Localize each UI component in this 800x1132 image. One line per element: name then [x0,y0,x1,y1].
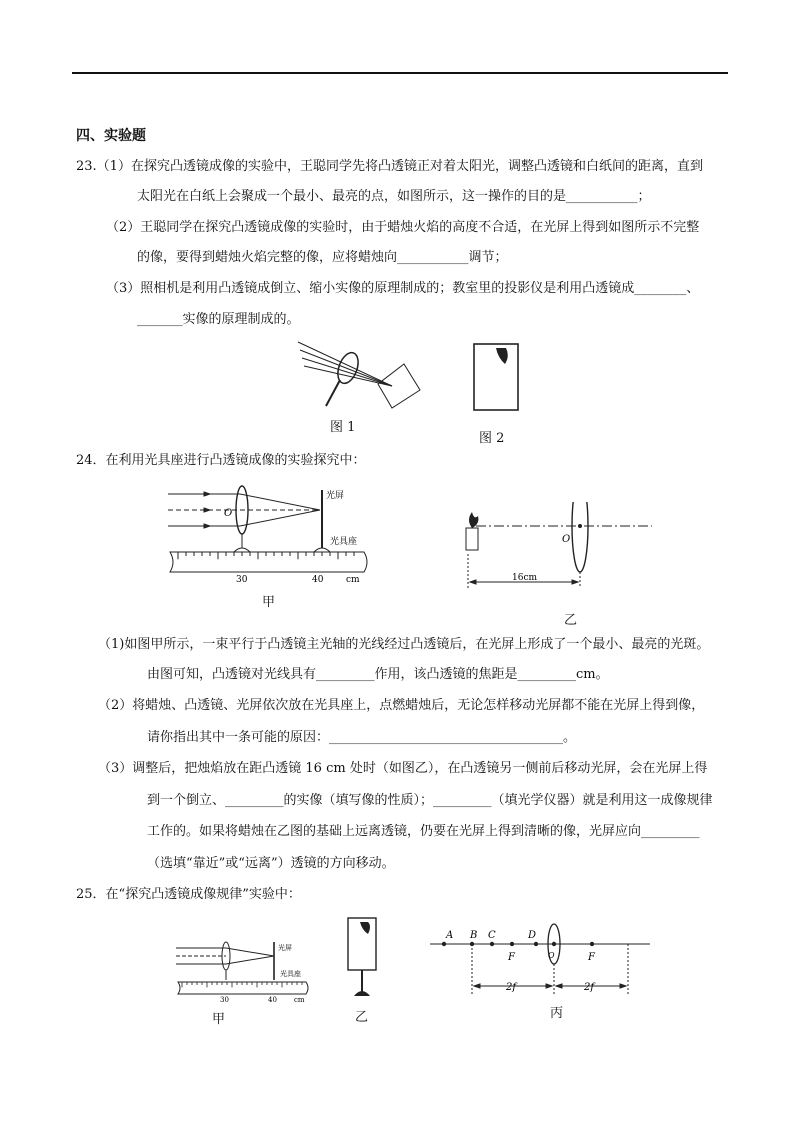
q25-figure-bing-caption: 丙 [550,1006,564,1021]
q25-intro: 25．在“探究凸透镜成像规律”实验中： [76,887,301,902]
q25-point-c: C [488,930,496,941]
q23-figure-2-caption: 图 2 [479,431,505,446]
q24-yi-distance: 16cm [512,573,538,583]
q23-line-6: _______实像的原理制成的。 [137,312,300,327]
q25-point-d: D [528,930,537,941]
q24-figure-yi [456,502,656,602]
q25-figure-bing [426,922,654,1006]
q24-figure-jia-caption: 甲 [262,595,276,610]
q23-figure-1 [296,336,426,416]
q24-p1-a: （1)如图甲所示，一束平行于凸透镜主光轴的光线经过凸透镜后，在光屏上形成了一个最小、最亮的光斑。 [98,637,710,652]
q23-figure-2 [468,340,524,416]
q25-point-a: A [446,930,454,941]
q23-line-1: 23.（1）在探究凸透镜成像的实验中，王聪同学先将凸透镜正对着太阳光，调整凸透镜和白纸间的距离，直到 [76,159,703,174]
q23-line-3: （2）王聪同学在探究凸透镜成像的实验时，由于蜡烛火焰的高度不合适，在光屏上得到如图所示不完整 [106,220,700,235]
q24-p2-a: （2）将蜡烛、凸透镜、光屏依次放在光具座上，点燃蜡烛后，无论怎样移动光屏都不能在光屏上得到像， [98,698,705,713]
q25-point-o: O [548,951,555,960]
q25-figure-jia-caption: 甲 [212,1012,226,1027]
q24-p1-b: 由图可知，凸透镜对光线具有_________作用，该凸透镜的焦距是_________cm。 [147,667,609,682]
q24-jia-tick-40: 40 [312,575,324,585]
q24-p3-d: （选填“靠近”或“远离”）透镜的方向移动。 [147,856,395,871]
q25-point-f1: F [508,952,515,963]
q25-two-f-right: 2f [584,982,595,993]
q25-point-f2: F [588,952,595,963]
q23-figure-1-caption: 图 1 [330,420,356,435]
q24-jia-unit: cm [346,575,360,585]
q23-line-2: 太阳光在白纸上会聚成一个最小、最亮的点，如图所示，这一操作的目的是___________； [137,189,651,204]
q24-jia-bench-label: 光具座 [330,537,358,547]
q24-figure-jia [164,482,374,586]
q24-yi-o-label: O [562,534,571,545]
q25-figure-yi [342,914,382,1002]
q25-jia-tick-30: 30 [220,996,229,1004]
q24-jia-o-label: O [224,508,233,519]
q25-jia-screen-label: 光屏 [278,944,292,952]
q25-figure-jia [174,938,314,1004]
q25-figure-yi-caption: 乙 [355,1010,369,1025]
q24-jia-tick-30: 30 [236,575,248,585]
q24-p3-c: 工作的。如果将蜡烛在乙图的基础上远离透镜，仍要在光屏上得到清晰的像，光屏应向_________ [147,824,700,839]
q25-two-f-left: 2f [506,982,517,993]
header-rule [72,72,728,74]
q23-line-5: （3）照相机是利用凸透镜成倒立、缩小实像的原理制成的；教室里的投影仪是利用凸透镜成________、 [106,281,700,296]
q25-jia-tick-40: 40 [268,996,277,1004]
q24-p3-b: 到一个倒立、_________的实像（填写像的性质）；_________（填光学仪器）就是利用这一成像规律 [147,793,713,808]
q25-jia-unit: cm [294,996,305,1004]
q24-p3-a: （3）调整后，把烛焰放在距凸透镜 16 cm 处时（如图乙），在凸透镜另一侧前后移动光屏，会在光屏上得 [98,761,708,776]
q23-line-4: 的像，要得到蜡烛火焰完整的像，应将蜡烛向___________调节； [137,250,508,265]
q24-p2-b: 请你指出其中一条可能的原因：____________________________________。 [147,730,577,745]
q24-figure-yi-caption: 乙 [564,613,578,628]
q25-point-b: B [470,930,478,941]
section-title: 四、实验题 [76,128,146,144]
q24-jia-screen-label: 光屏 [326,491,345,501]
q25-jia-bench-label: 光具座 [280,970,301,978]
q24-intro: 24．在利用光具座进行凸透镜成像的实验探究中： [76,453,366,468]
